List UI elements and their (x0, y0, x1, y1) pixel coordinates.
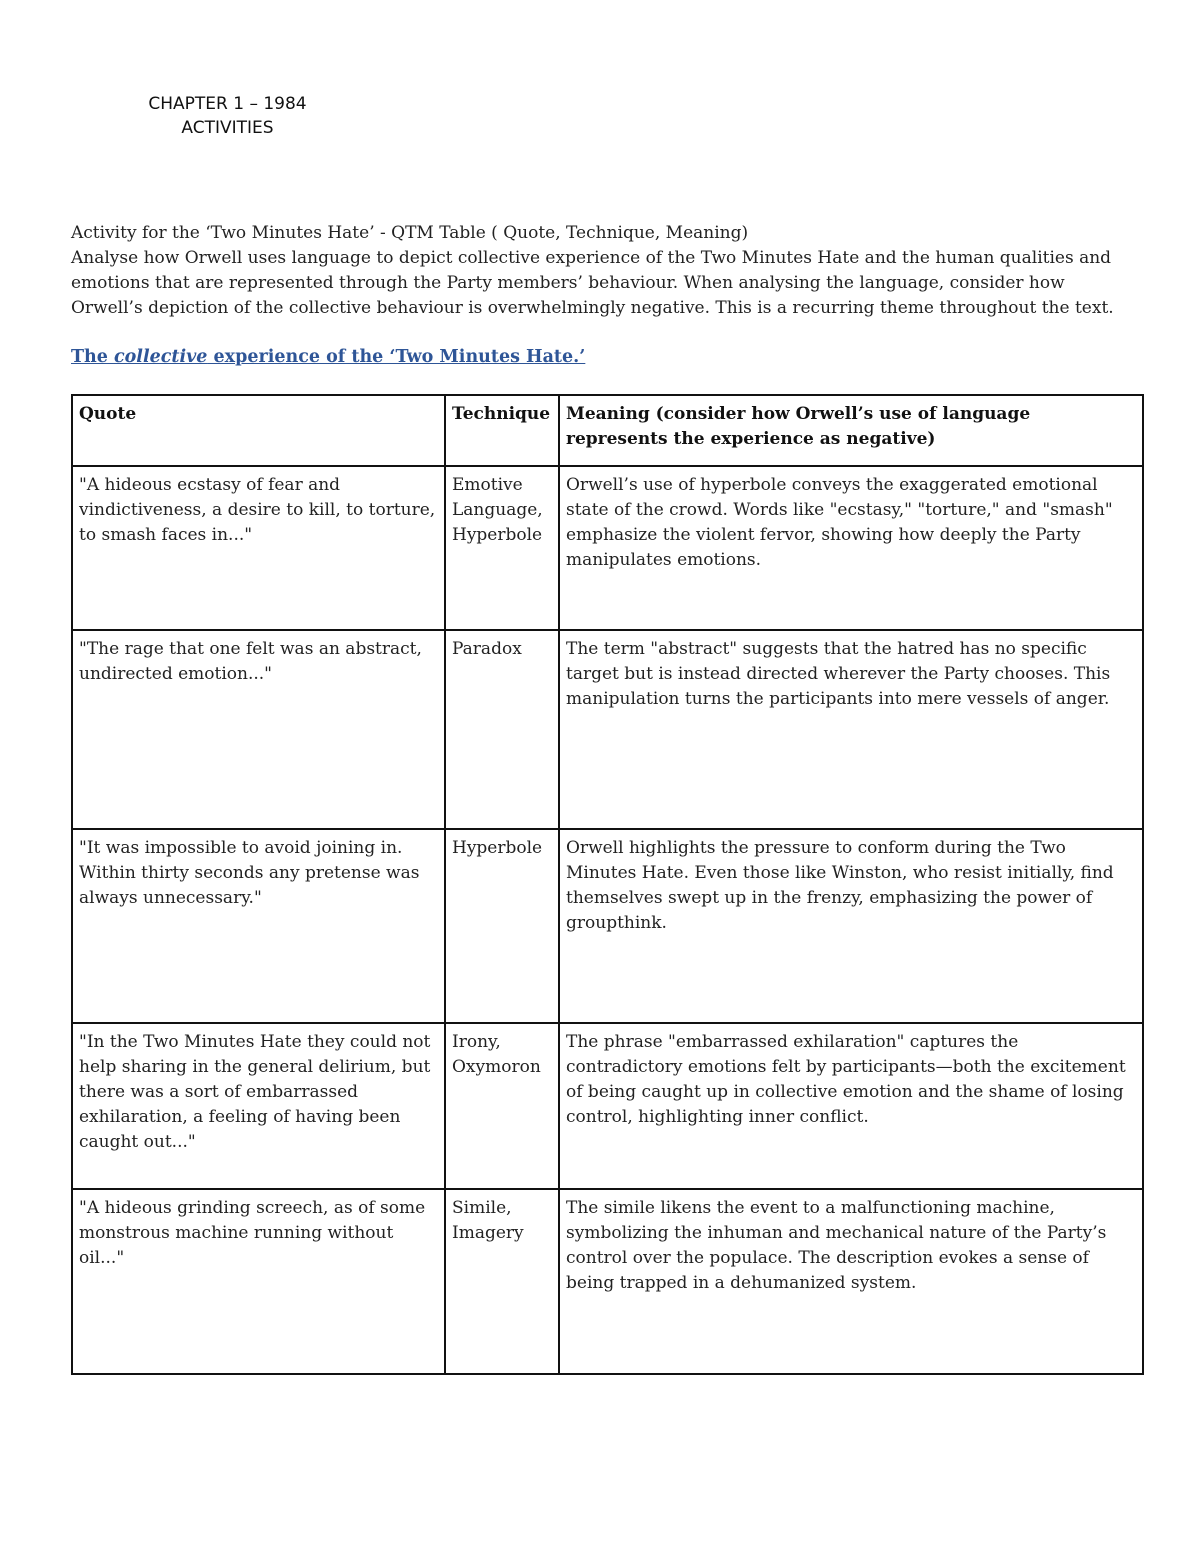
table-header-row (72, 395, 1143, 466)
quote-cell: "A hideous grinding screech, as of some monstrous machine running without oil..." (72, 1189, 445, 1374)
quote-cell: "In the Two Minutes Hate they could not help sharing in the general delirium, but there was a sort of embarrassed exhilaration, a feeling of having been caught out..." (72, 1023, 445, 1189)
table-row (72, 1023, 1143, 1189)
header-quote: Quote (72, 395, 445, 466)
activity-line: Activity for the ‘Two Minutes Hate’ - QTM Table ( Quote, Technique, Meaning) (71, 223, 749, 243)
table-row (72, 829, 1143, 1023)
meaning-cell: The simile likens the event to a malfunctioning machine, symbolizing the inhuman and mechanical nature of the Party’s control over the populace. The description evokes a sense of being trapped in a dehumanized system. (559, 1189, 1143, 1374)
table-row (72, 1189, 1143, 1374)
section-heading-suffix: experience of the ‘Two Minutes Hate.’ (207, 347, 586, 367)
section-heading (71, 345, 585, 370)
chapter-title: CHAPTER 1 – 1984 (148, 94, 307, 114)
intro-section (71, 221, 1141, 321)
section-heading-prefix: The (71, 347, 114, 367)
meaning-cell: The term "abstract" suggests that the hatred has no specific target but is instead directed wherever the Party chooses. This manipulation turns the participants into mere vessels of anger. (559, 630, 1143, 829)
document-title (135, 92, 320, 140)
instructions-paragraph: Analyse how Orwell uses language to depict collective experience of the Two Minutes Hate and the human qualities and emotions that are represented through the Party members’ behaviour. When analysing the language, consider how Orwell’s depiction of the collective behaviour is overwhelmingly negative. This is a recurring theme throughout the text. (71, 248, 1114, 318)
technique-cell: Simile, Imagery (445, 1189, 559, 1374)
technique-cell: Hyperbole (445, 829, 559, 1023)
section-heading-emphasis: collective (113, 347, 208, 367)
technique-cell: Paradox (445, 630, 559, 829)
meaning-cell: The phrase "embarrassed exhilaration" captures the contradictory emotions felt by participants—both the excitement of being caught up in collective emotion and the shame of losing control, highlighting inner conflict. (559, 1023, 1143, 1189)
qtm-table (71, 394, 1144, 1375)
table-row (72, 466, 1143, 630)
quote-cell: "It was impossible to avoid joining in. Within thirty seconds any pretense was always unnecessary." (72, 829, 445, 1023)
activities-title: ACTIVITIES (181, 118, 274, 138)
quote-cell: "The rage that one felt was an abstract, undirected emotion..." (72, 630, 445, 829)
table-row (72, 630, 1143, 829)
header-technique: Technique (445, 395, 559, 466)
meaning-cell: Orwell highlights the pressure to conform during the Two Minutes Hate. Even those like Winston, who resist initially, find themselves swept up in the frenzy, emphasizing the power of groupthink. (559, 829, 1143, 1023)
header-meaning: Meaning (consider how Orwell’s use of language represents the experience as negative) (559, 395, 1143, 466)
technique-cell: Emotive Language, Hyperbole (445, 466, 559, 630)
quote-cell: "A hideous ecstasy of fear and vindictiveness, a desire to kill, to torture, to smash faces in..." (72, 466, 445, 630)
technique-cell: Irony, Oxymoron (445, 1023, 559, 1189)
meaning-cell: Orwell’s use of hyperbole conveys the exaggerated emotional state of the crowd. Words like "ecstasy," "torture," and "smash" emphasize the violent fervor, showing how deeply the Party manipulates emotions. (559, 466, 1143, 630)
